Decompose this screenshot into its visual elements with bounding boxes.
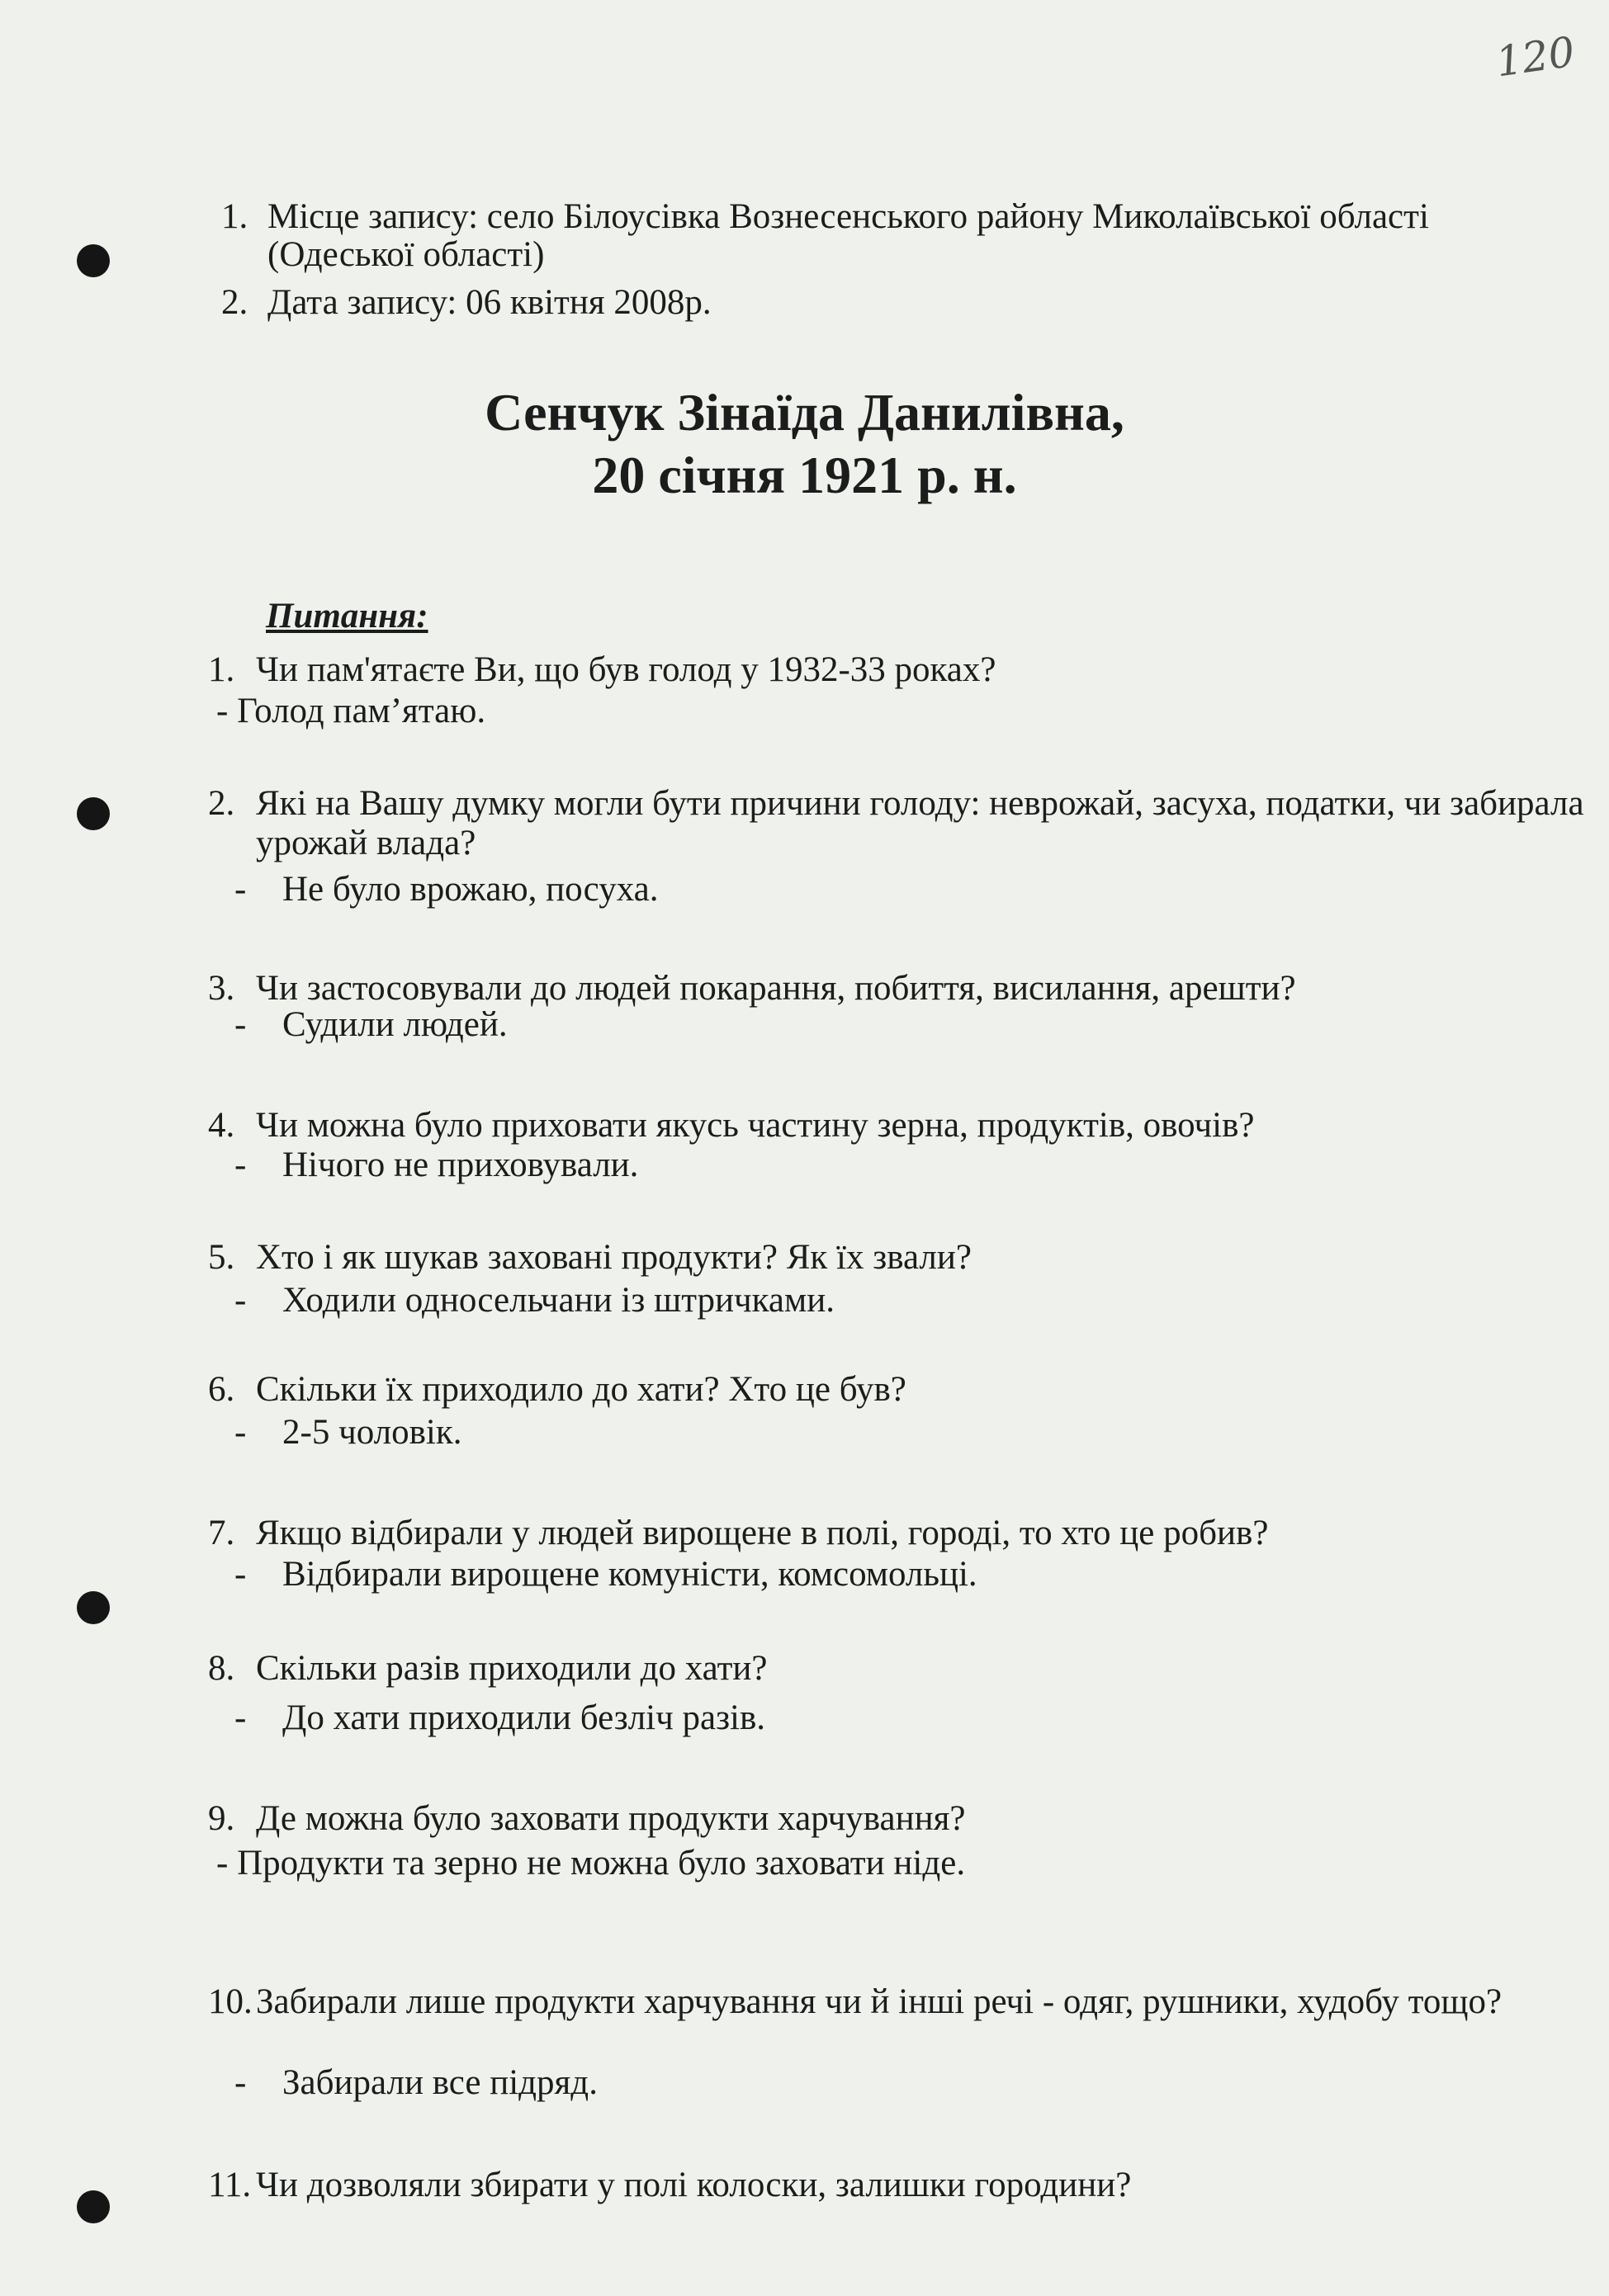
answer-item: - Забирали все підряд. [234,2063,598,2102]
question-item [208,784,1603,863]
punch-hole [77,797,110,830]
answer-item: - 2-5 чоловік. [234,1413,462,1452]
title-name: Сенчук Зінаїда Данилівна, [485,383,1124,442]
question-number: 8. [208,1649,235,1688]
record-meta-list [221,198,1575,332]
question-number: 4. [208,1106,235,1145]
question-text: Чи дозволяли збирати у полі колоски, залишки городини? [256,2166,1132,2204]
question-item [208,650,1603,690]
answer-item: - Ходили односельчани із штричками. [234,1281,835,1320]
question-text: Які на Вашу думку могли бути причини голоду: неврожай, засуха, податки, чи забирала урожай влада? [256,784,1584,862]
question-number: 2. [208,784,235,823]
question-text: Де можна було заховати продукти харчування? [256,1799,966,1838]
question-text: Забирали лише продукти харчування чи й інші речі - одяг, рушники, худобу тощо? [256,1982,1503,2021]
meta-number: 2. [221,283,248,322]
question-item [208,2166,1603,2205]
answer-item: - Судили людей. [234,1005,508,1044]
question-text: Хто і як шукав заховані продукти? Як їх звали? [256,1238,972,1277]
question-item [208,1514,1603,1553]
answer-text: Відбирали вирощене комуністи, комсомольці. [282,1555,977,1594]
answer-text: Ходили односельчани із штричками. [282,1281,835,1320]
question-number: 10. [208,1982,253,2021]
meta-item-date [221,284,1575,322]
document-title [0,381,1609,507]
question-number: 3. [208,969,235,1008]
questions-heading: Питання: [266,597,428,635]
question-text: Чи можна було приховати якусь частину зерна, продуктів, овочів? [256,1106,1255,1145]
meta-text: Місце запису: село Білоусівка Вознесенського району Миколаївської області (Одеської області) [267,197,1429,274]
punch-hole [77,1591,110,1624]
question-number: 11. [208,2166,252,2204]
answer-item: - Відбирали вирощене комуністи, комсомольці. [234,1555,977,1594]
answer-text: - Голод пам’ятаю. [216,692,486,730]
question-item [208,1370,1603,1410]
question-item [208,1982,1603,2022]
answer-text: Не було врожаю, посуха. [282,870,659,909]
question-text: Якщо відбирали у людей вирощене в полі, городі, то хто це робив? [256,1514,1269,1552]
question-item [208,1238,1603,1278]
page-number: 120 [1492,27,1578,87]
punch-hole [77,244,110,277]
answer-text: 2-5 чоловік. [282,1413,462,1452]
meta-number: 1. [221,197,248,236]
answer-text: Забирали все підряд. [282,2063,598,2102]
answer-text: - Продукти та зерно не можна було заховати ніде. [216,1844,966,1883]
question-text: Чи пам'ятаєте Ви, що був голод у 1932-33 роках? [256,650,996,689]
question-text: Скільки разів приходили до хати? [256,1649,768,1688]
question-item [208,969,1603,1009]
question-text: Скільки їх приходило до хати? Хто це був? [256,1370,906,1409]
question-number: 1. [208,650,235,689]
question-number: 7. [208,1514,235,1552]
question-text: Чи застосовували до людей покарання, побиття, висилання, арешти? [256,969,1296,1008]
punch-hole [77,2190,110,2223]
answer-item: - До хати приходили безліч разів. [234,1698,766,1737]
question-item [208,1106,1603,1146]
question-number: 6. [208,1370,235,1409]
answer-item: - Не було врожаю, посуха. [234,870,659,909]
answer-text: До хати приходили безліч разів. [282,1698,766,1737]
meta-item-place [221,198,1575,274]
question-number: 5. [208,1238,235,1277]
meta-text: Дата запису: 06 квітня 2008р. [267,283,712,322]
title-birthdate: 20 січня 1921 р. н. [592,446,1017,504]
answer-text: Нічого не приховували. [282,1146,639,1184]
question-item [208,1799,1603,1839]
answer-text: Судили людей. [282,1005,508,1044]
question-number: 9. [208,1799,235,1838]
question-item [208,1649,1603,1689]
answer-item: - Нічого не приховували. [234,1146,639,1184]
